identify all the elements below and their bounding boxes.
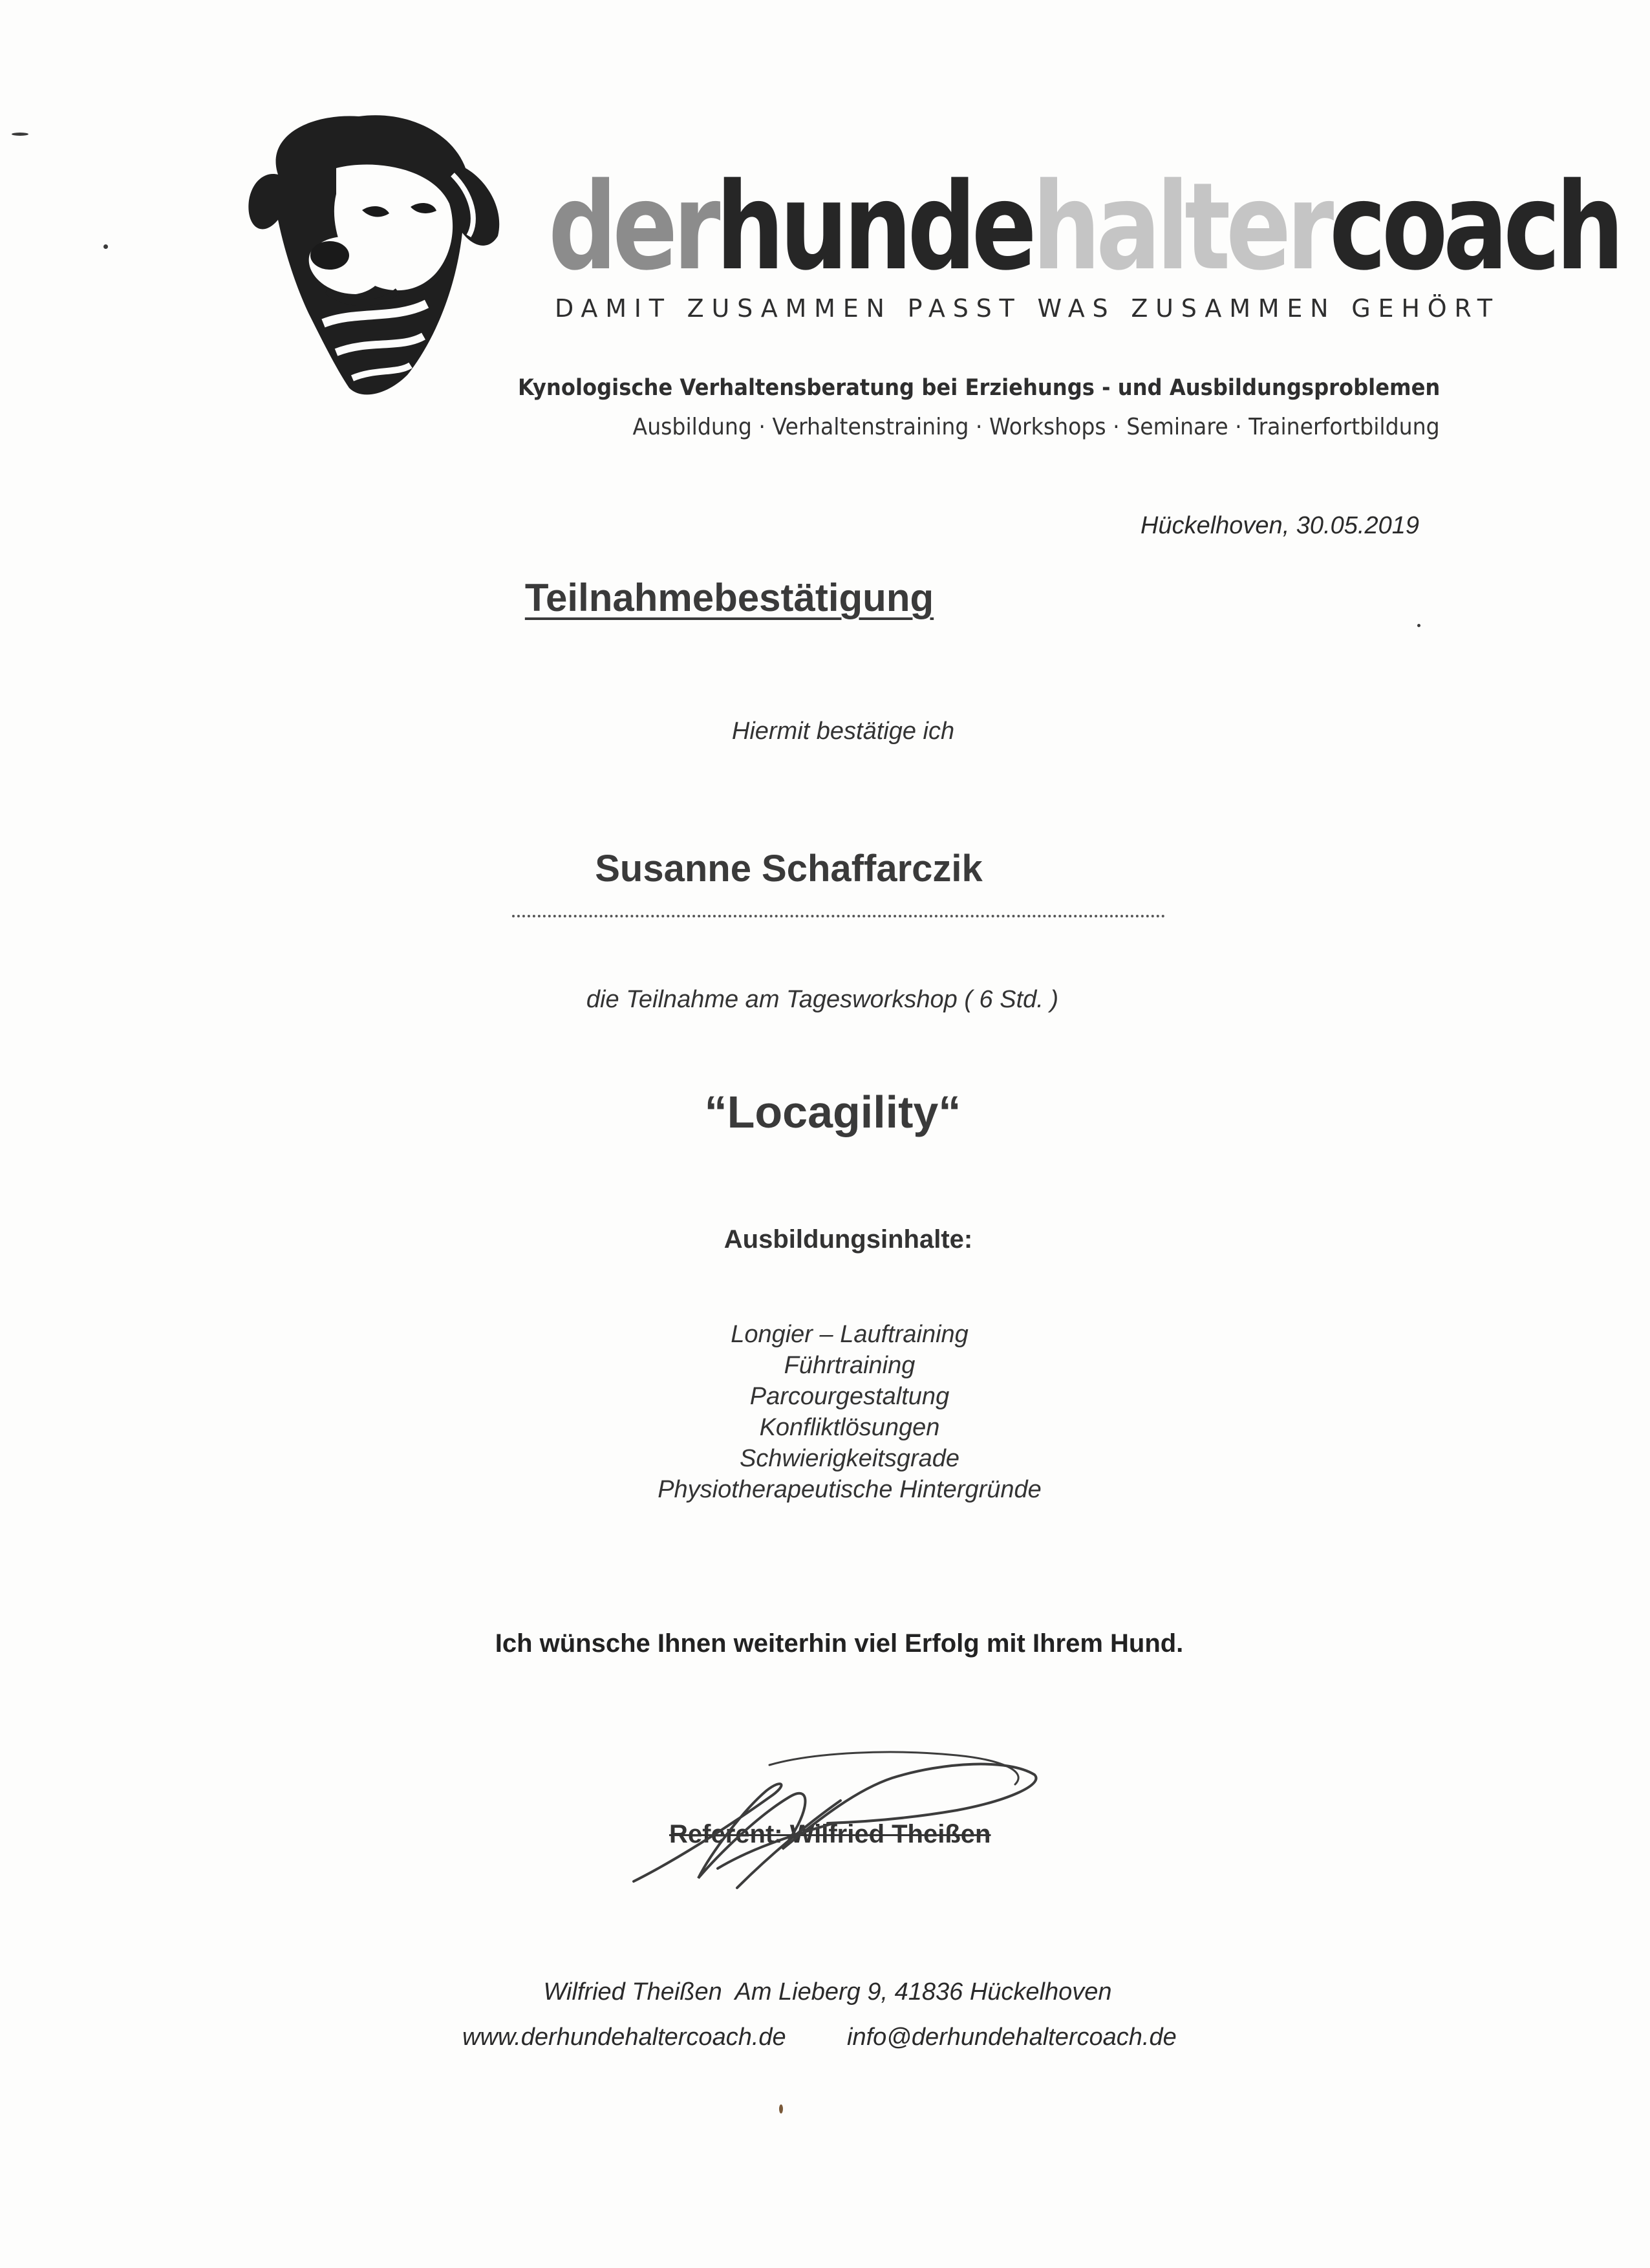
footer-email-link[interactable]: info@derhundehaltercoach.de xyxy=(847,2024,1177,2051)
list-item: Physiotherapeutische Hintergründe xyxy=(658,1476,1042,1503)
list-item: Parcourgestaltung xyxy=(749,1383,950,1410)
closing-wish: Ich wünsche Ihnen weiterhin viel Erfolg mit Ihrem Hund. xyxy=(495,1629,1184,1658)
contents-heading: Ausbildungsinhalte: xyxy=(723,1225,973,1254)
brand-part-der: der xyxy=(548,156,716,297)
scan-speck xyxy=(12,133,28,136)
date-line: Hückelhoven, 30.05.2019 xyxy=(1141,512,1419,539)
list-item: Konfliktlösungen xyxy=(759,1414,940,1441)
scan-speck xyxy=(779,2104,783,2113)
footer-address: Wilfried Theißen Am Lieberg 9, 41836 Hückelhoven xyxy=(543,1978,1112,2006)
referent-line: Referent: Wilfried Theißen xyxy=(669,1820,991,1848)
brand-part-hunde: hunde xyxy=(716,156,1033,297)
dog-head-icon xyxy=(239,97,517,401)
brand-part-coach: coach xyxy=(1329,156,1620,297)
name-dotted-line xyxy=(512,915,1165,917)
list-item: Longier – Lauftraining xyxy=(731,1321,969,1348)
scan-speck xyxy=(103,244,108,249)
brand-slogan: DAMIT ZUSAMMEN PASST WAS ZUSAMMEN GEHÖRT xyxy=(555,294,1500,323)
participation-text: die Teilnahme am Tagesworkshop ( 6 Std. ) xyxy=(586,986,1059,1013)
signature-scribble xyxy=(621,1739,1047,1901)
brand-wordmark xyxy=(548,156,1620,297)
brand-tagline: Kynologische Verhaltensberatung bei Erziehungs - und Ausbildungsproblemen xyxy=(517,375,1440,401)
scan-speck xyxy=(1417,624,1420,627)
brand-part-halter: halter xyxy=(1032,156,1330,297)
list-item: Führtraining xyxy=(784,1352,916,1379)
participant-name: Susanne Schaffarczik xyxy=(595,848,983,890)
workshop-name: “Locagility“ xyxy=(704,1087,961,1137)
document-title: Teilnahmebestätigung xyxy=(524,576,934,619)
contents-list xyxy=(25,1319,1650,1505)
footer-website-link[interactable]: www.derhundehaltercoach.de xyxy=(462,2024,786,2051)
brand-services: Ausbildung · Verhaltenstraining · Workshops · Seminare · Trainerfortbildung xyxy=(632,414,1440,440)
intro-text: Hiermit bestätige ich xyxy=(731,718,955,745)
list-item: Schwierigkeitsgrade xyxy=(739,1445,960,1472)
